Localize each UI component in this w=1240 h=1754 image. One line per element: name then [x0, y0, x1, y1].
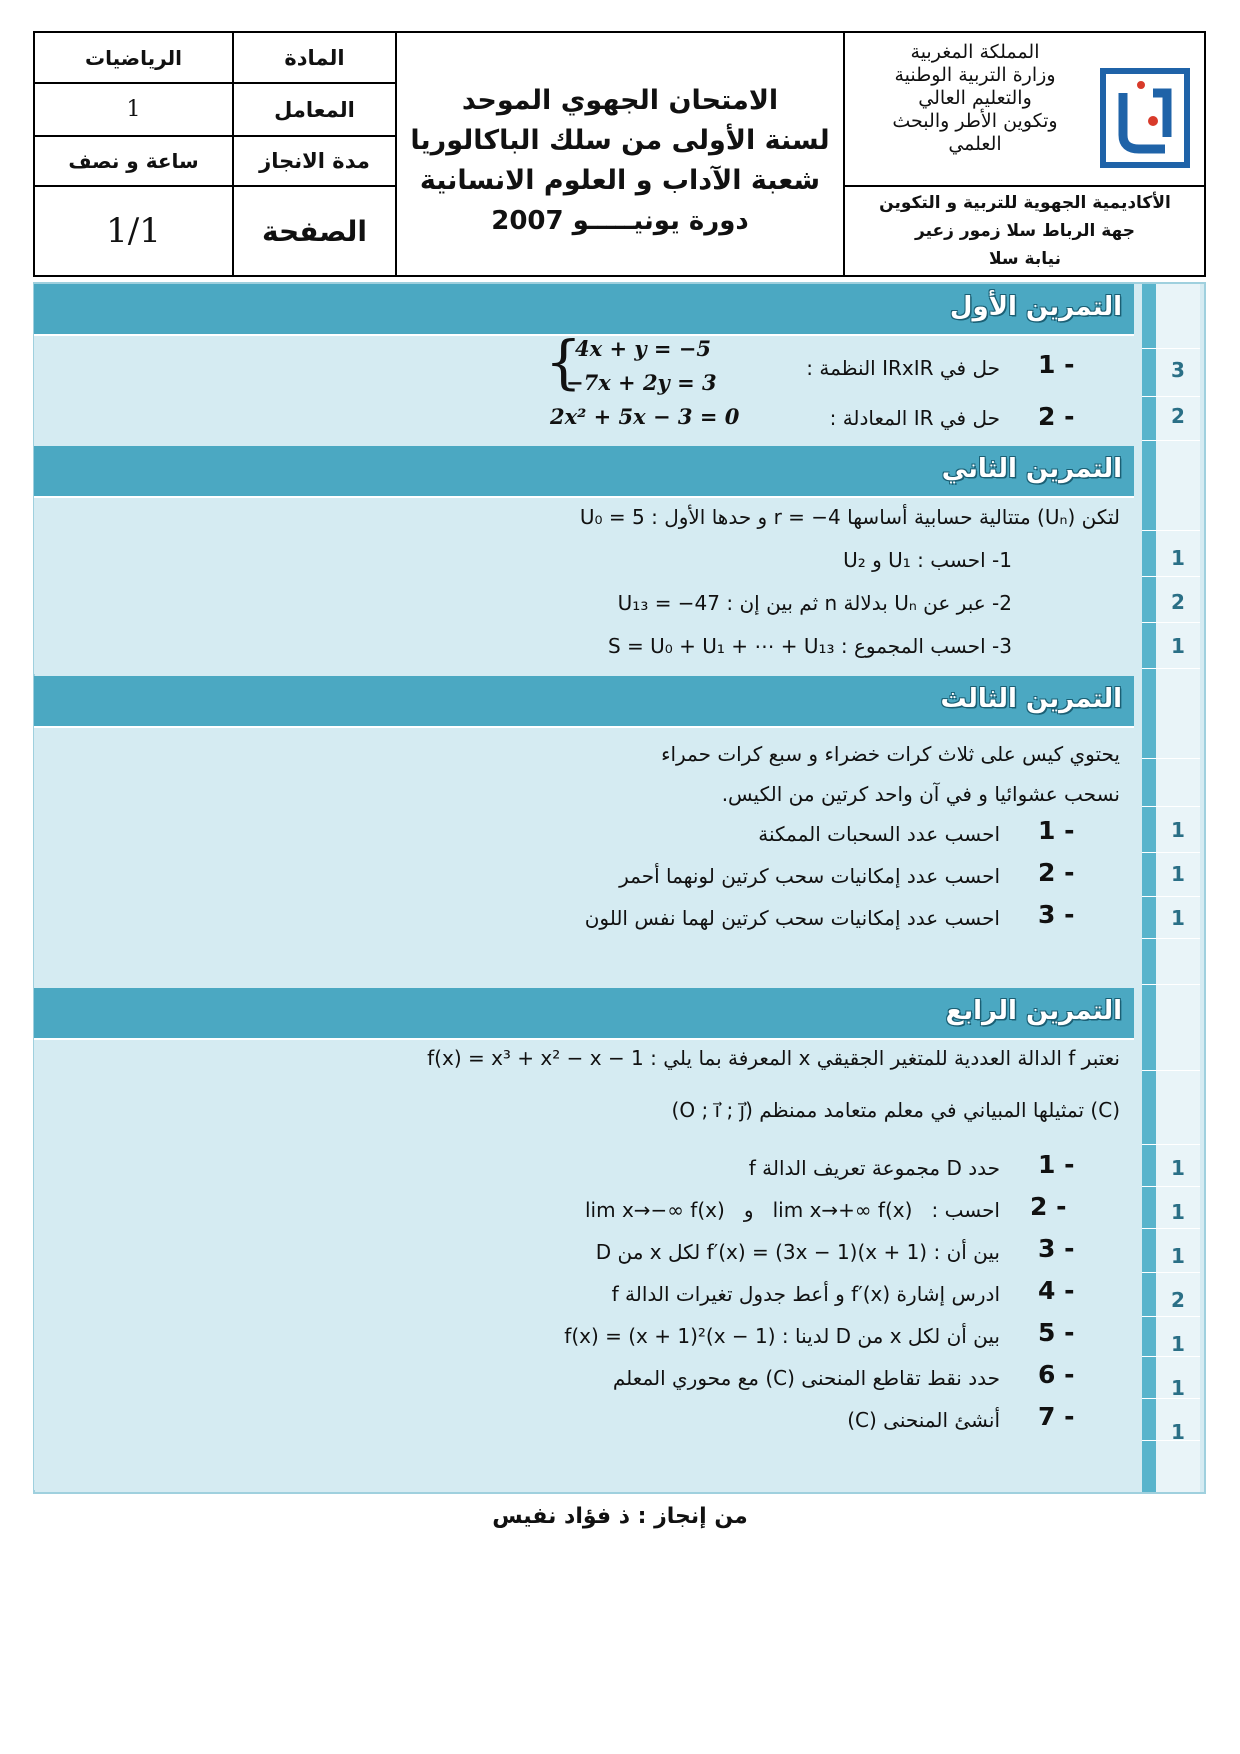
ex4-score-3: 1 [1171, 1244, 1185, 1268]
ex4-q5-number: 5 - [1038, 1318, 1075, 1347]
coef-label: المعامل [274, 97, 355, 122]
exercise-1-header [34, 284, 1134, 336]
ex4-q3: بين أن : f′(x) = (3x − 1)(x + 1) لكل x من D [595, 1240, 1000, 1264]
ex4-q6: حدد نقط تقاطع المنحنى (C) مع محوري المعلم [612, 1366, 1000, 1390]
ex2-q3: 3- احسب المجموع : S = U₀ + U₁ + ⋯ + U₁₃ [607, 634, 1012, 658]
ex3-score-2: 1 [1171, 862, 1185, 886]
ex4-q1: حدد D مجموعة تعريف الدالة f [748, 1156, 1000, 1180]
ex1-eq-1: 4x + y = −5 [575, 336, 711, 361]
exercise-3-header [34, 676, 1134, 728]
ex4-score-7: 1 [1171, 1420, 1185, 1444]
ex4-q7-number: 7 - [1038, 1402, 1075, 1431]
exercise-2-title: التمرين الثاني [941, 454, 1122, 484]
ex3-q2-number: 2 - [1038, 858, 1075, 887]
exam-session: دورة يونيـــــو 2007 [491, 206, 749, 236]
ex3-q3: احسب عدد إمكانيات سحب كرتين لهما نفس اللون [584, 906, 1000, 930]
ex1-q2-text: حل في IR المعادلة : [829, 406, 1000, 430]
exercise-4-title: التمرين الرابع [945, 996, 1122, 1026]
ex4-q2: احسب : lim x→+∞ f(x) و lim x→−∞ f(x) [584, 1198, 1000, 1222]
ex1-q1-number: 1 - [1038, 350, 1075, 379]
ex4-q2-number: 2 - [1030, 1192, 1067, 1221]
academy-line-3: نيابة سلا [989, 249, 1061, 269]
ministry-name [860, 41, 1090, 156]
ex4-intro-1: نعتبر f الدالة العددية للمتغير الجقيقي x المعرفة بما يلي : f(x) = x³ + x² − x − 1 [427, 1046, 1120, 1070]
ex2-intro: لتكن (Uₙ) متتالية حسابية أساسها r = −4 و حدها الأول : U₀ = 5 [579, 505, 1120, 529]
exam-title-3: شعبة الآداب و العلوم الانسانية [419, 165, 821, 196]
ex1-score-1: 3 [1171, 358, 1185, 382]
ex4-q6-number: 6 - [1038, 1360, 1075, 1389]
academy-line-1: الأكاديمية الجهوية للتربية و التكوين [879, 193, 1171, 213]
page-value: 1/1 [106, 211, 161, 251]
ex4-score-2: 1 [1171, 1200, 1185, 1224]
ex4-q1-number: 1 - [1038, 1150, 1075, 1179]
ministry-line-1: المملكة المغربية [910, 41, 1040, 63]
ex4-q5: بين أن لكل x من D لدينا : f(x) = (x + 1)²(x − 1) [564, 1324, 1000, 1348]
ex2-score-2: 2 [1171, 590, 1185, 614]
exam-title-1: الامتحان الجهوي الموحد [461, 85, 779, 116]
page-label: الصفحة [261, 214, 367, 248]
ministry-logo-icon [1095, 63, 1195, 173]
ex2-score-3: 1 [1171, 634, 1185, 658]
header-table [33, 31, 1206, 277]
duration-label: مدة الانجاز [259, 149, 370, 173]
ex1-q1-text: حل في IRxIR النظمة : [806, 356, 1000, 380]
exercise-2-header [34, 446, 1134, 498]
ex4-intro-2: (C) تمثيلها المبياني في معلم متعامد ممنظم (O ; i⃗ ; j⃗) [671, 1098, 1120, 1122]
ex4-score-1: 1 [1171, 1156, 1185, 1180]
score-column-edge [1142, 284, 1156, 1492]
system-brace: { [545, 328, 582, 396]
ex3-score-1: 1 [1171, 818, 1185, 842]
ex4-score-4: 2 [1171, 1288, 1185, 1312]
subject-value: الرياضيات [85, 45, 182, 70]
ex3-q1-number: 1 - [1038, 816, 1075, 845]
ex4-q4: ادرس إشارة f′(x) و أعط جدول تغيرات الدالة f [611, 1282, 1000, 1306]
exercise-3-title: التمرين الثالث [940, 684, 1122, 714]
ministry-line-3: والتعليم العالي [918, 87, 1032, 109]
academy-block [845, 189, 1205, 273]
ex3-q3-number: 3 - [1038, 900, 1075, 929]
subject-label: المادة [284, 45, 345, 70]
ex1-q2-number: 2 - [1038, 402, 1075, 431]
duration-value: ساعة و نصف [68, 149, 199, 173]
ex4-q7: أنشئ المنحنى (C) [847, 1408, 1000, 1432]
ex2-q1: 1- احسب : U₁ و U₂ [843, 548, 1012, 572]
ex3-intro-1: يحتوي كيس على ثلاث كرات خضراء و سبع كرات حمراء [661, 742, 1120, 766]
coef-value: 1 [126, 97, 141, 122]
ex4-q3-number: 3 - [1038, 1234, 1075, 1263]
ex3-intro-2: نسحب عشوائيا و في آن واحد كرتين من الكيس. [721, 782, 1120, 806]
ministry-line-2: وزارة التربية الوطنية [894, 64, 1056, 86]
ex4-score-5: 1 [1171, 1332, 1185, 1356]
ministry-line-4: وتكوين الأطر والبحث [892, 110, 1058, 132]
exercise-1-title: التمرين الأول [949, 292, 1122, 322]
ex2-score-1: 1 [1171, 546, 1185, 570]
ex1-eq-3: 2x² + 5x − 3 = 0 [550, 404, 740, 429]
ex1-eq-2: −7x + 2y = 3 [566, 370, 717, 395]
ministry-line-5: العلمي [948, 133, 1002, 155]
ex4-score-6: 1 [1171, 1376, 1185, 1400]
ex4-q4-number: 4 - [1038, 1276, 1075, 1305]
ex3-q2: احسب عدد إمكانيات سحب كرتين لونهما أحمر [619, 864, 1000, 888]
ex3-q1: احسب عدد السحبات الممكنة [758, 822, 1000, 846]
exercise-4-header [34, 988, 1134, 1040]
ex3-score-3: 1 [1171, 906, 1185, 930]
ex2-q2: 2- عبر عن Uₙ بدلالة n ثم بين إن : U₁₃ = −47 [617, 591, 1012, 615]
ex1-score-2: 2 [1171, 404, 1185, 428]
author-footer: من إنجاز : ذ فؤاد نفيس [492, 1504, 748, 1529]
exam-title-2: لسنة الأولى من سلك الباكالوريا [410, 125, 830, 156]
academy-line-2: جهة الرباط سلا زمور زعير [915, 221, 1135, 241]
